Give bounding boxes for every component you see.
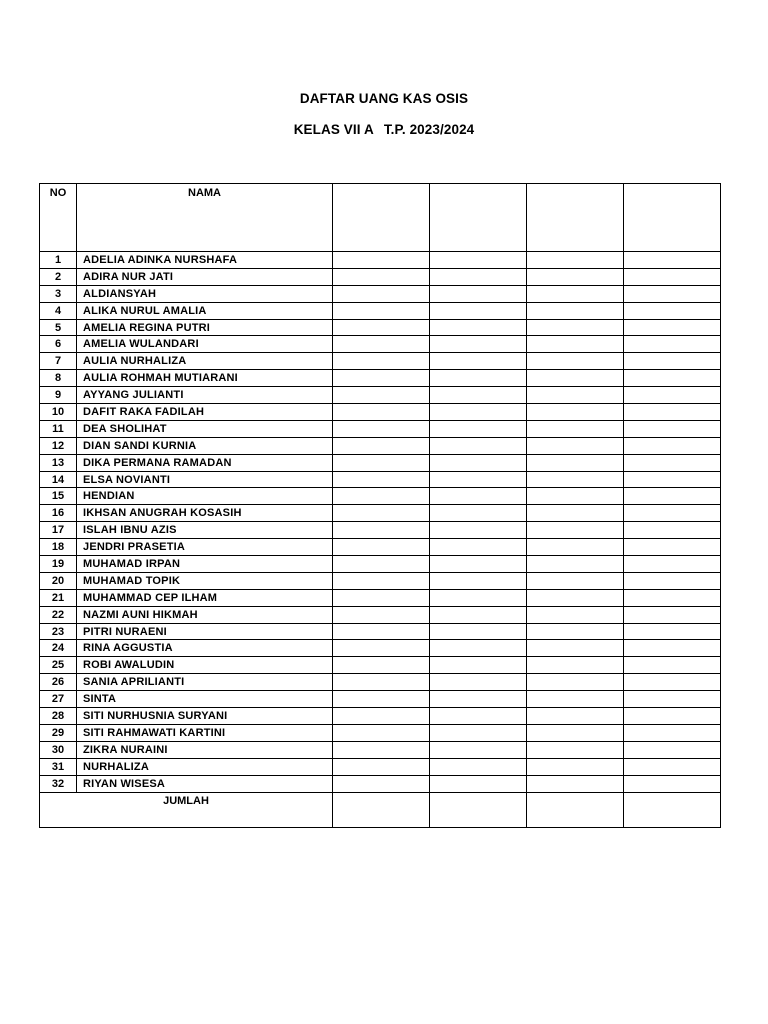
row-blank-cell <box>430 589 527 606</box>
row-name: JENDRI PRASETIA <box>77 539 333 556</box>
row-name: DIAN SANDI KURNIA <box>77 437 333 454</box>
row-number: 7 <box>40 353 77 370</box>
row-blank-cell <box>430 606 527 623</box>
row-blank-cell <box>333 387 430 404</box>
row-blank-cell <box>333 758 430 775</box>
row-number: 16 <box>40 505 77 522</box>
total-cell-2 <box>430 792 527 827</box>
row-blank-cell <box>430 437 527 454</box>
row-name: ALIKA NURUL AMALIA <box>77 302 333 319</box>
row-blank-cell <box>624 268 721 285</box>
row-number: 14 <box>40 471 77 488</box>
row-blank-cell <box>430 724 527 741</box>
table-row <box>40 387 721 404</box>
row-number: 13 <box>40 454 77 471</box>
row-blank-cell <box>624 589 721 606</box>
row-number: 22 <box>40 606 77 623</box>
row-blank-cell <box>527 404 624 421</box>
row-blank-cell <box>527 657 624 674</box>
row-number: 15 <box>40 488 77 505</box>
row-blank-cell <box>527 572 624 589</box>
row-blank-cell <box>333 454 430 471</box>
table-row <box>40 522 721 539</box>
table-body <box>40 252 721 793</box>
total-cell-4 <box>624 792 721 827</box>
row-blank-cell <box>430 640 527 657</box>
row-number: 9 <box>40 387 77 404</box>
row-name: ELSA NOVIANTI <box>77 471 333 488</box>
row-number: 23 <box>40 623 77 640</box>
row-blank-cell <box>527 488 624 505</box>
table-row <box>40 539 721 556</box>
row-number: 32 <box>40 775 77 792</box>
table-row <box>40 285 721 302</box>
row-blank-cell <box>624 505 721 522</box>
table-row <box>40 606 721 623</box>
class-label: KELAS VII A <box>293 122 374 137</box>
row-blank-cell <box>430 505 527 522</box>
row-blank-cell <box>624 353 721 370</box>
table-row <box>40 471 721 488</box>
row-blank-cell <box>333 302 430 319</box>
row-blank-cell <box>430 319 527 336</box>
row-blank-cell <box>430 471 527 488</box>
row-number: 4 <box>40 302 77 319</box>
row-blank-cell <box>430 285 527 302</box>
row-name: SITI NURHUSNIA SURYANI <box>77 708 333 725</box>
row-name: AMELIA REGINA PUTRI <box>77 319 333 336</box>
row-blank-cell <box>624 319 721 336</box>
row-blank-cell <box>430 623 527 640</box>
row-blank-cell <box>333 420 430 437</box>
row-blank-cell <box>624 758 721 775</box>
row-blank-cell <box>527 623 624 640</box>
row-blank-cell <box>624 657 721 674</box>
row-blank-cell <box>624 336 721 353</box>
row-blank-cell <box>624 302 721 319</box>
row-blank-cell <box>333 572 430 589</box>
table-row <box>40 268 721 285</box>
row-name: RINA AGGUSTIA <box>77 640 333 657</box>
row-name: PITRI NURAENI <box>77 623 333 640</box>
table-row <box>40 353 721 370</box>
row-blank-cell <box>624 471 721 488</box>
row-blank-cell <box>527 505 624 522</box>
table-row <box>40 775 721 792</box>
row-name: SANIA APRILIANTI <box>77 674 333 691</box>
row-blank-cell <box>430 758 527 775</box>
table-row <box>40 758 721 775</box>
row-number: 24 <box>40 640 77 657</box>
row-blank-cell <box>333 285 430 302</box>
row-blank-cell <box>430 741 527 758</box>
row-blank-cell <box>624 488 721 505</box>
row-blank-cell <box>430 353 527 370</box>
table-row <box>40 454 721 471</box>
row-blank-cell <box>430 539 527 556</box>
row-blank-cell <box>624 522 721 539</box>
row-blank-cell <box>333 724 430 741</box>
table-row <box>40 488 721 505</box>
row-blank-cell <box>527 556 624 573</box>
row-name: ALDIANSYAH <box>77 285 333 302</box>
row-blank-cell <box>430 336 527 353</box>
row-number: 5 <box>40 319 77 336</box>
row-number: 10 <box>40 404 77 421</box>
row-blank-cell <box>527 691 624 708</box>
row-blank-cell <box>527 437 624 454</box>
row-blank-cell <box>527 539 624 556</box>
row-blank-cell <box>527 302 624 319</box>
row-blank-cell <box>624 640 721 657</box>
row-blank-cell <box>333 606 430 623</box>
row-blank-cell <box>527 724 624 741</box>
row-number: 18 <box>40 539 77 556</box>
row-blank-cell <box>527 775 624 792</box>
row-number: 2 <box>40 268 77 285</box>
row-blank-cell <box>527 353 624 370</box>
header-blank-4 <box>624 184 721 252</box>
row-name: ISLAH IBNU AZIS <box>77 522 333 539</box>
table-row <box>40 370 721 387</box>
cash-table <box>39 183 721 828</box>
table-row <box>40 302 721 319</box>
table-row <box>40 674 721 691</box>
row-blank-cell <box>333 252 430 269</box>
row-blank-cell <box>430 370 527 387</box>
row-number: 6 <box>40 336 77 353</box>
row-blank-cell <box>527 285 624 302</box>
row-blank-cell <box>333 741 430 758</box>
row-number: 12 <box>40 437 77 454</box>
table-row <box>40 589 721 606</box>
header-blank-2 <box>430 184 527 252</box>
row-blank-cell <box>333 319 430 336</box>
row-blank-cell <box>624 606 721 623</box>
row-name: DIKA PERMANA RAMADAN <box>77 454 333 471</box>
row-name: SINTA <box>77 691 333 708</box>
row-blank-cell <box>527 336 624 353</box>
row-name: ROBI AWALUDIN <box>77 657 333 674</box>
row-blank-cell <box>333 522 430 539</box>
row-blank-cell <box>430 522 527 539</box>
row-blank-cell <box>333 589 430 606</box>
table-row <box>40 437 721 454</box>
header-blank-3 <box>527 184 624 252</box>
row-blank-cell <box>624 691 721 708</box>
row-blank-cell <box>624 708 721 725</box>
table-row <box>40 623 721 640</box>
row-blank-cell <box>624 775 721 792</box>
row-number: 1 <box>40 252 77 269</box>
header-blank-1 <box>333 184 430 252</box>
row-number: 27 <box>40 691 77 708</box>
row-name: SITI RAHMAWATI KARTINI <box>77 724 333 741</box>
row-blank-cell <box>527 268 624 285</box>
row-blank-cell <box>624 370 721 387</box>
row-blank-cell <box>624 454 721 471</box>
row-number: 28 <box>40 708 77 725</box>
table-row <box>40 505 721 522</box>
row-blank-cell <box>430 708 527 725</box>
table-row <box>40 640 721 657</box>
row-blank-cell <box>624 623 721 640</box>
row-number: 17 <box>40 522 77 539</box>
table-row <box>40 724 721 741</box>
row-blank-cell <box>527 589 624 606</box>
row-name: IKHSAN ANUGRAH KOSASIH <box>77 505 333 522</box>
row-blank-cell <box>624 387 721 404</box>
row-blank-cell <box>430 691 527 708</box>
row-number: 21 <box>40 589 77 606</box>
row-blank-cell <box>333 488 430 505</box>
header-no: NO <box>40 184 77 252</box>
row-blank-cell <box>527 522 624 539</box>
row-blank-cell <box>333 471 430 488</box>
year-label: T.P. 2023/2024 <box>383 122 475 137</box>
table-row <box>40 252 721 269</box>
table-row <box>40 691 721 708</box>
row-blank-cell <box>333 775 430 792</box>
row-blank-cell <box>333 353 430 370</box>
row-number: 31 <box>40 758 77 775</box>
row-blank-cell <box>430 454 527 471</box>
row-blank-cell <box>430 556 527 573</box>
row-blank-cell <box>624 437 721 454</box>
row-blank-cell <box>333 640 430 657</box>
row-blank-cell <box>624 539 721 556</box>
row-blank-cell <box>624 674 721 691</box>
row-blank-cell <box>430 404 527 421</box>
row-number: 11 <box>40 420 77 437</box>
row-name: DEA SHOLIHAT <box>77 420 333 437</box>
row-name: MUHAMAD TOPIK <box>77 572 333 589</box>
row-blank-cell <box>333 539 430 556</box>
row-blank-cell <box>624 741 721 758</box>
row-blank-cell <box>430 302 527 319</box>
row-blank-cell <box>624 724 721 741</box>
row-blank-cell <box>430 387 527 404</box>
row-number: 25 <box>40 657 77 674</box>
row-blank-cell <box>527 758 624 775</box>
row-blank-cell <box>333 691 430 708</box>
row-number: 8 <box>40 370 77 387</box>
row-blank-cell <box>527 319 624 336</box>
row-name: ADELIA ADINKA NURSHAFA <box>77 252 333 269</box>
total-cell-1 <box>333 792 430 827</box>
row-blank-cell <box>430 674 527 691</box>
row-name: AMELIA WULANDARI <box>77 336 333 353</box>
row-name: AULIA NURHALIZA <box>77 353 333 370</box>
row-number: 30 <box>40 741 77 758</box>
row-blank-cell <box>527 252 624 269</box>
row-blank-cell <box>333 404 430 421</box>
total-label: JUMLAH <box>40 792 333 827</box>
row-name: DAFIT RAKA FADILAH <box>77 404 333 421</box>
row-name: ZIKRA NURAINI <box>77 741 333 758</box>
row-name: RIYAN WISESA <box>77 775 333 792</box>
class-year-heading <box>0 122 768 137</box>
table-row <box>40 741 721 758</box>
table-row <box>40 708 721 725</box>
row-blank-cell <box>430 252 527 269</box>
row-blank-cell <box>624 404 721 421</box>
row-blank-cell <box>333 623 430 640</box>
row-blank-cell <box>430 775 527 792</box>
row-blank-cell <box>624 556 721 573</box>
row-blank-cell <box>333 657 430 674</box>
row-number: 29 <box>40 724 77 741</box>
table-row <box>40 657 721 674</box>
table-row <box>40 572 721 589</box>
row-name: AULIA ROHMAH MUTIARANI <box>77 370 333 387</box>
row-blank-cell <box>527 741 624 758</box>
row-blank-cell <box>333 268 430 285</box>
row-name: ADIRA NUR JATI <box>77 268 333 285</box>
row-blank-cell <box>527 454 624 471</box>
row-blank-cell <box>430 572 527 589</box>
table-row <box>40 420 721 437</box>
document-title: DAFTAR UANG KAS OSIS <box>299 91 469 106</box>
row-blank-cell <box>333 556 430 573</box>
total-row <box>40 792 721 827</box>
row-blank-cell <box>527 387 624 404</box>
row-number: 3 <box>40 285 77 302</box>
row-name: AYYANG JULIANTI <box>77 387 333 404</box>
row-name: NURHALIZA <box>77 758 333 775</box>
row-blank-cell <box>624 252 721 269</box>
row-blank-cell <box>333 708 430 725</box>
table-row <box>40 319 721 336</box>
row-number: 19 <box>40 556 77 573</box>
row-blank-cell <box>333 336 430 353</box>
row-blank-cell <box>430 420 527 437</box>
row-blank-cell <box>527 606 624 623</box>
row-number: 20 <box>40 572 77 589</box>
row-blank-cell <box>624 285 721 302</box>
row-blank-cell <box>333 370 430 387</box>
row-blank-cell <box>430 657 527 674</box>
row-blank-cell <box>333 674 430 691</box>
table-row <box>40 404 721 421</box>
row-blank-cell <box>430 488 527 505</box>
row-number: 26 <box>40 674 77 691</box>
total-cell-3 <box>527 792 624 827</box>
row-blank-cell <box>527 471 624 488</box>
row-blank-cell <box>527 674 624 691</box>
row-blank-cell <box>527 640 624 657</box>
row-blank-cell <box>333 505 430 522</box>
table-row <box>40 336 721 353</box>
row-name: NAZMI AUNI HIKMAH <box>77 606 333 623</box>
row-blank-cell <box>527 708 624 725</box>
row-blank-cell <box>430 268 527 285</box>
row-name: HENDIAN <box>77 488 333 505</box>
row-blank-cell <box>527 420 624 437</box>
row-name: MUHAMAD IRPAN <box>77 556 333 573</box>
row-blank-cell <box>333 437 430 454</box>
row-blank-cell <box>624 572 721 589</box>
table-header-row <box>40 184 721 252</box>
row-blank-cell <box>527 370 624 387</box>
row-name: MUHAMMAD CEP ILHAM <box>77 589 333 606</box>
table-row <box>40 556 721 573</box>
row-blank-cell <box>624 420 721 437</box>
header-nama: NAMA <box>77 184 333 252</box>
